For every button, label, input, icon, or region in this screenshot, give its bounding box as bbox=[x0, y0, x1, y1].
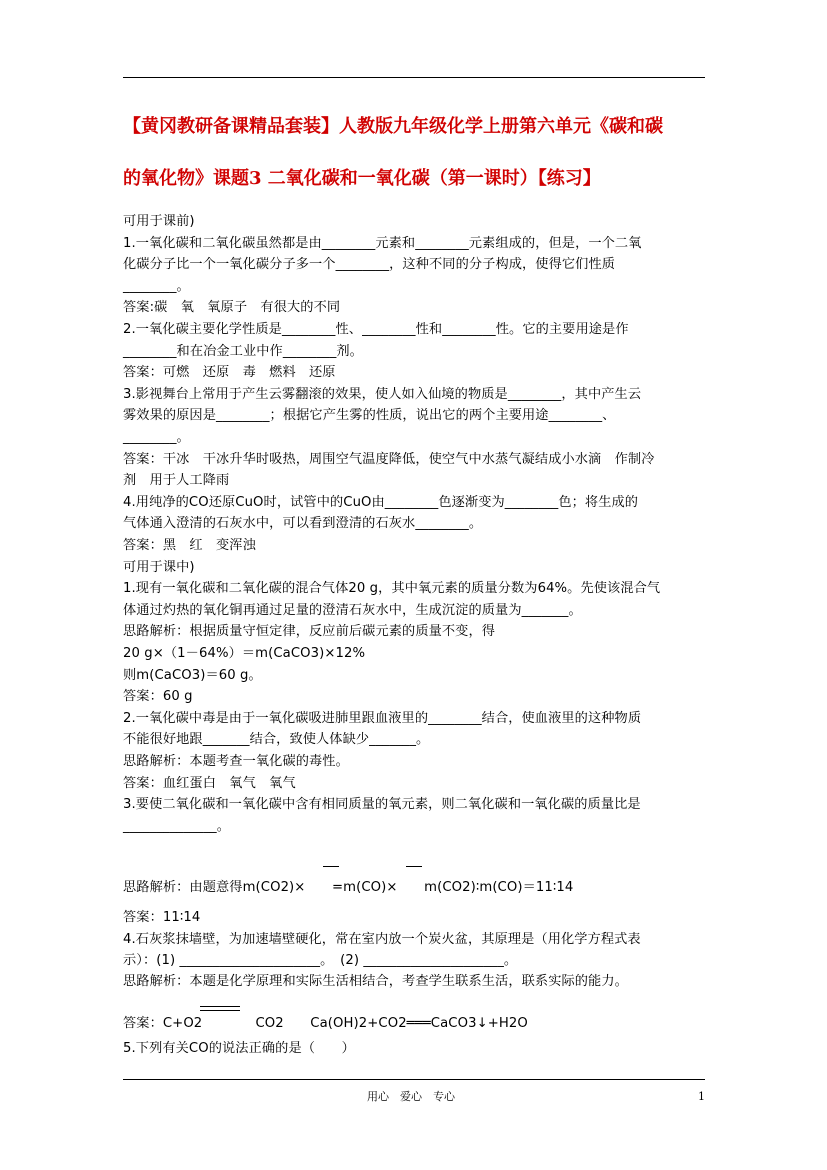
footer-rule bbox=[123, 1079, 705, 1080]
q4-line-2: 示）：(1) _____________________。 (2) _____________________。 bbox=[123, 953, 518, 968]
text-line: 气体通入澄清的石灰水中，可以看到澄清的石灰水________。 bbox=[123, 516, 483, 532]
fraction-bar bbox=[406, 866, 422, 867]
text-line: 答案：60 g bbox=[123, 689, 193, 705]
text-line: ________和在冶金工业中作________剂。 bbox=[123, 343, 363, 359]
text-line: 答案：黑 红 变浑浊 bbox=[123, 538, 256, 553]
q4-solution: 思路解析：本题是化学原理和实际生活相结合，考查学生联系生活，联系实际的能力。 bbox=[123, 974, 628, 989]
text-line: ________。 bbox=[123, 278, 190, 294]
text-line: 可用于课中) bbox=[123, 559, 195, 575]
text-line: ______________。 bbox=[123, 818, 230, 834]
text-line: 则m(CaCO3)＝60 g。 bbox=[123, 667, 262, 683]
text-line: 可用于课前) bbox=[123, 214, 195, 229]
q4-answer: 答案：C+O2 CO2 Ca(OH)2+CO2═══CaCO3↓+H2O bbox=[123, 1016, 528, 1031]
reaction-condition-bar bbox=[200, 1010, 240, 1011]
q3-answer: 答案：11∶14 bbox=[123, 910, 201, 925]
q3-solution: 思路解析：由题意得m(CO2)× =m(CO)× m(CO2)∶m(CO)＝11∶14 bbox=[123, 880, 574, 895]
title-line-2: 的氧化物》课题3 二氧化碳和一氧化碳（第一课时）【练习】 bbox=[123, 168, 601, 189]
text-line: 体通过灼热的氧化铜再通过足量的澄清石灰水中，生成沉淀的质量为_______。 bbox=[123, 602, 582, 618]
text-line: 2.一氧化碳中毒是由于一氧化碳吸进肺里跟血液里的________结合，使血液里的这种物质 bbox=[123, 710, 642, 726]
text-line: 1.现有一氧化碳和二氧化碳的混合气体20 g，其中氧元素的质量分数为64%。先使该混合气 bbox=[123, 581, 661, 597]
text-line: 答案：血红蛋白 氧气 氧气 bbox=[123, 775, 296, 791]
fraction-bar bbox=[323, 866, 339, 867]
text-line: 剂 用于人工降雨 bbox=[123, 473, 230, 489]
text-line: ________。 bbox=[123, 430, 190, 445]
text-line: 2.一氧化碳主要化学性质是________性、________性和________性。它的主要用途是作 bbox=[123, 322, 629, 337]
text-line: 化碳分子比一个一氧化碳分子多一个________，这种不同的分子构成，使得它们性质 bbox=[123, 257, 616, 273]
text-line: 20 g×（1－64%）＝m(CaCO3)×12% bbox=[123, 646, 366, 661]
title-line-1: 【黄冈教研备课精品套装】人教版九年级化学上册第六单元《碳和碳 bbox=[123, 116, 663, 137]
text-line: 思路解析：本题考查一氧化碳的毒性。 bbox=[123, 754, 349, 769]
reaction-condition-bar bbox=[200, 1006, 240, 1007]
text-line: 1.一氧化碳和二氧化碳虽然都是由________元素和________元素组成的，但是，一个二氧 bbox=[123, 235, 642, 251]
text-line: 答案：干冰 干冰升华时吸热，周围空气温度降低，使空气中水蒸气凝结成小水滴 作制冷 bbox=[123, 451, 655, 467]
page-number: 1 bbox=[698, 1090, 705, 1103]
text-line: 3.影视舞台上常用于产生云雾翻滚的效果，使人如入仙境的物质是________，其中产生云 bbox=[123, 386, 642, 402]
text-line: 不能很好地跟_______结合，致使人体缺少_______。 bbox=[123, 732, 430, 748]
text-line: 思路解析：根据质量守恒定律，反应前后碳元素的质量不变，得 bbox=[123, 624, 496, 640]
text-line: 4.用纯净的CO还原CuO时，试管中的CuO由________色逐渐变为________色；将生成的 bbox=[123, 494, 639, 510]
q4-line-1: 4.石灰浆抹墙壁，为加速墙壁硬化，常在室内放一个炭火盆，其原理是（用化学方程式表 bbox=[123, 932, 641, 947]
q5-question: 5.下列有关CO的说法正确的是（ ） bbox=[123, 1041, 355, 1056]
text-line: 答案:碳 氧 氧原子 有很大的不同 bbox=[123, 300, 341, 316]
footer-motto: 用心 爱心 专心 bbox=[367, 1090, 455, 1103]
text-line: 雾效果的原因是________；根据它产生雾的性质，说出它的两个主要用途________、 bbox=[123, 408, 616, 424]
text-line: 3.要使二氧化碳和一氧化碳中含有相同质量的氧元素，则二氧化碳和一氧化碳的质量比是 bbox=[123, 797, 641, 813]
text-line: 答案：可燃 还原 毒 燃料 还原 bbox=[123, 365, 336, 381]
page-title bbox=[123, 101, 708, 205]
header-rule bbox=[123, 77, 705, 78]
